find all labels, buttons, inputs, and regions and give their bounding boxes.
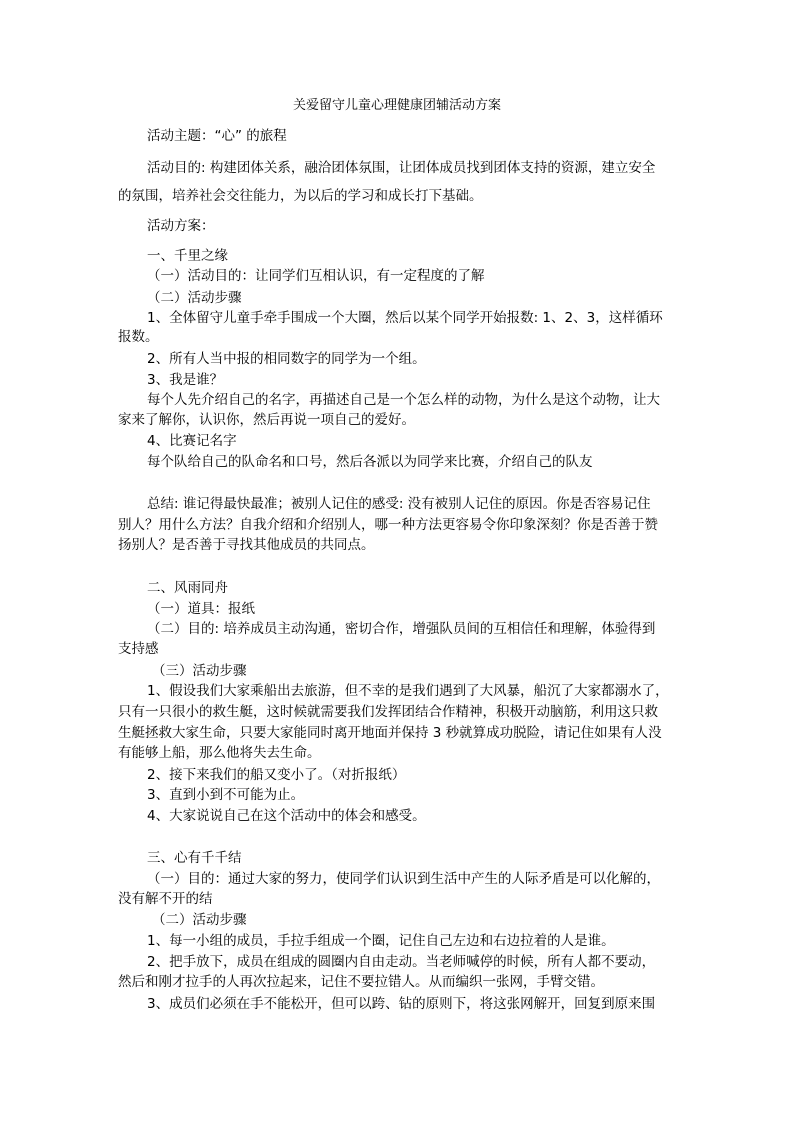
- section1-goal: （一）活动目的：让同学们互相认识，有一定程度的了解: [147, 268, 485, 284]
- section1-step3: 3、我是谁？: [147, 372, 224, 388]
- section1-step3-desc-line1: 每个人先介绍自己的名字，再描述自己是一个怎么样的动物，为什么是这个动物，让大: [147, 392, 660, 408]
- section2-goal-line1: （二）目的: 培养成员主动沟通，密切合作，增强队员间的互相信任和理解，体验得到: [147, 621, 656, 637]
- section1-step3-desc-line2: 家来了解你，认识你，然后再说一项自己的爱好。: [118, 412, 415, 428]
- section2-heading: 二、风雨同舟: [147, 580, 228, 596]
- section2-steps-label: （三）活动步骤: [152, 663, 247, 679]
- section2-step1-line1: 1、假设我们大家乘船出去旅游，但不幸的是我们遇到了大风暴，船沉了大家都溺水了，: [147, 683, 669, 699]
- section3-step2-line1: 2、把手放下，成员在组成的圆圈内自由走动。当老师喊停的时候，所有人都不要动，: [147, 954, 656, 970]
- section1-summary-line2: 别人？用什么方法？自我介绍和介绍别人，哪一种方法更容易令你印象深刻？你是否善于赞: [118, 517, 658, 533]
- section2-step1-line3: 生艇拯救大家生命，只要大家能同时离开地面并保持 3 秒就算成功脱险，请记住如果有人没: [118, 725, 662, 741]
- activity-purpose-line2: 的氛围，培养社会交往能力，为以后的学习和成长打下基础。: [118, 188, 483, 204]
- section1-step4-desc: 每个队给自己的队命名和口号，然后各派以为同学来比赛，介绍自己的队友: [147, 454, 593, 470]
- section1-summary-line3: 扬别人？是否善于寻找其他成员的共同点。: [118, 537, 375, 553]
- section1-steps-label: （二）活动步骤: [147, 290, 242, 306]
- section2-step2: 2、接下来我们的船又变小了。（对折报纸）: [147, 767, 406, 783]
- section1-step1-line2: 报数。: [118, 329, 159, 345]
- section1-step1-line1: 1、全体留守儿童手牵手围成一个大圈，然后以某个同学开始报数: 1、2、3，这样循环: [147, 310, 663, 326]
- section3-heading: 三、心有千千结: [147, 850, 242, 866]
- section2-props: （一）道具：报纸: [147, 601, 255, 617]
- section3-steps-label: （二）活动步骤: [152, 912, 247, 928]
- activity-theme: 活动主题：“心” 的旅程: [147, 128, 287, 144]
- document-title: 关爱留守儿童心理健康团辅活动方案: [292, 98, 501, 113]
- section1-step2: 2、所有人当中报的相同数字的同学为一个组。: [147, 351, 426, 367]
- activity-purpose-line1: 活动目的: 构建团体关系，融洽团体氛围，让团体成员找到团体支持的资源，建立安全: [147, 160, 656, 176]
- activity-plan-label: 活动方案：: [147, 218, 215, 234]
- section3-goal-line1: （一）目的：通过大家的努力，使同学们认识到生活中产生的人际矛盾是可以化解的，: [147, 871, 660, 887]
- section1-heading: 一、千里之缘: [147, 248, 228, 264]
- section1-step4: 4、比赛记名字: [147, 433, 237, 449]
- section2-step3: 3、直到小到不可能为止。: [147, 787, 305, 803]
- section3-step1: 1、每一小组的成员，手拉手组成一个圈，记住自己左边和右边拉着的人是谁。: [147, 933, 615, 949]
- section3-step3-line1: 3、成员们必须在手不能松开，但可以跨、钻的原则下，将这张网解开，回复到原来围: [147, 996, 656, 1012]
- section2-step1-line4: 有能够上船，那么他将失去生命。: [118, 745, 321, 761]
- section1-summary-line1: 总结: 谁记得最快最准；被别人记住的感受: 没有被别人记住的原因。你是否容易记住: [147, 496, 651, 512]
- section2-step1-line2: 只有一只很小的救生艇，这时候就需要我们发挥团结合作精神，积极开动脑筋，利用这只救: [118, 704, 658, 720]
- section3-step2-line2: 然后和刚才拉手的人再次拉起来，记住不要拉错人。从而编织一张网，手臂交错。: [118, 974, 604, 990]
- section2-goal-line2: 支持感: [118, 641, 159, 657]
- section3-goal-line2: 没有解不开的结: [118, 891, 213, 907]
- section2-step4: 4、大家说说自己在这个活动中的体会和感受。: [147, 808, 426, 824]
